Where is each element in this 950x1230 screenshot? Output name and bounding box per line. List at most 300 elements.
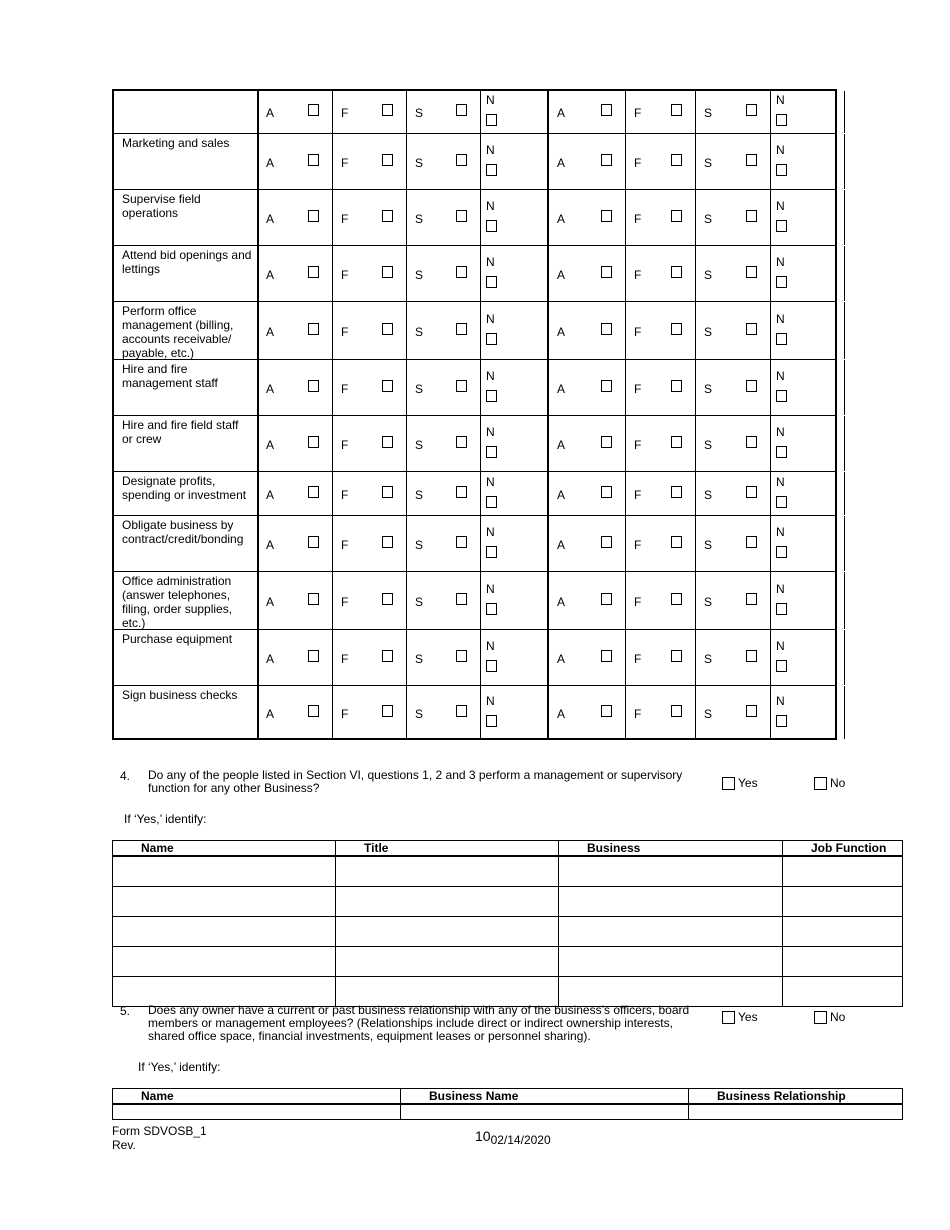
option-n-right-checkbox[interactable] — [776, 276, 787, 288]
option-s-label: S — [704, 268, 713, 282]
matrix-row — [114, 471, 835, 515]
column-divider — [406, 516, 407, 571]
option-f-label: F — [634, 652, 642, 666]
column-divider — [480, 134, 481, 189]
q4-cell[interactable] — [783, 917, 903, 947]
option-n-label: N — [486, 143, 495, 157]
task-label: Perform office management (billing, accounts receivable/ payable, etc.) — [122, 304, 234, 360]
option-a-left-checkbox[interactable] — [308, 486, 319, 498]
option-n-label: N — [776, 582, 785, 596]
option-f-left-checkbox[interactable] — [382, 536, 393, 548]
question-4-yes-checkbox[interactable] — [722, 777, 735, 790]
option-s-left-checkbox[interactable] — [456, 486, 467, 498]
question-4-no-checkbox[interactable] — [814, 777, 827, 790]
option-n-label: N — [486, 255, 495, 269]
option-n-left-checkbox[interactable] — [486, 390, 497, 402]
matrix-row — [114, 515, 835, 571]
column-divider — [695, 246, 696, 301]
column-divider — [257, 416, 259, 471]
q4-cell[interactable] — [559, 856, 783, 887]
column-divider — [844, 302, 845, 359]
column-divider — [770, 134, 771, 189]
option-a-label: A — [266, 382, 275, 396]
question-5-if-yes: If ‘Yes,’ identify: — [138, 1060, 221, 1074]
option-n-left-checkbox[interactable] — [486, 164, 497, 176]
option-s-right-checkbox[interactable] — [746, 593, 757, 605]
option-n-label: N — [486, 694, 495, 708]
column-divider — [844, 190, 845, 245]
option-a-left-checkbox[interactable] — [308, 436, 319, 448]
option-s-label: S — [415, 438, 424, 452]
column-divider — [257, 572, 259, 629]
option-f-left-checkbox[interactable] — [382, 486, 393, 498]
option-a-right-checkbox[interactable] — [601, 380, 612, 392]
option-s-label: S — [415, 538, 424, 552]
option-a-right-checkbox[interactable] — [601, 266, 612, 278]
q4-cell[interactable] — [113, 856, 336, 887]
option-f-left-checkbox[interactable] — [382, 593, 393, 605]
option-s-left-checkbox[interactable] — [456, 210, 467, 222]
option-f-right-checkbox[interactable] — [671, 323, 682, 335]
column-divider — [406, 190, 407, 245]
column-divider — [695, 416, 696, 471]
option-f-label: F — [634, 212, 642, 226]
column-divider — [480, 516, 481, 571]
question-5-no-option[interactable] — [814, 1010, 845, 1024]
q5-header-business-name: Business Name — [401, 1089, 689, 1105]
task-label: Hire and fire management staff — [122, 362, 218, 390]
q4-cell[interactable] — [113, 977, 336, 1007]
column-divider — [406, 91, 407, 133]
column-divider — [695, 190, 696, 245]
option-n-left-checkbox[interactable] — [486, 546, 497, 558]
form-id: Form SDVOSB_1 — [112, 1124, 207, 1138]
column-divider — [844, 416, 845, 471]
q4-cell[interactable] — [113, 947, 336, 977]
q4-cell[interactable] — [559, 977, 783, 1007]
option-s-left-checkbox[interactable] — [456, 380, 467, 392]
q4-cell[interactable] — [113, 917, 336, 947]
option-a-label: A — [266, 325, 275, 339]
option-a-left-checkbox[interactable] — [308, 104, 319, 116]
option-a-right-checkbox[interactable] — [601, 154, 612, 166]
q4-header-name: Name — [113, 841, 336, 857]
column-divider — [332, 190, 333, 245]
option-n-left-checkbox[interactable] — [486, 603, 497, 615]
option-s-label: S — [415, 707, 424, 721]
option-s-left-checkbox[interactable] — [456, 104, 467, 116]
option-s-right-checkbox[interactable] — [746, 154, 757, 166]
option-n-label: N — [486, 525, 495, 539]
column-divider — [695, 630, 696, 685]
option-s-right-checkbox[interactable] — [746, 536, 757, 548]
column-divider — [547, 416, 549, 471]
option-a-right-checkbox[interactable] — [601, 436, 612, 448]
option-a-label: A — [557, 382, 566, 396]
column-divider — [332, 686, 333, 739]
column-divider — [480, 302, 481, 359]
option-n-label: N — [776, 425, 785, 439]
page-number: 10 — [475, 1128, 491, 1144]
option-n-left-checkbox[interactable] — [486, 114, 497, 126]
option-n-label: N — [486, 312, 495, 326]
question-5-yes-option[interactable] — [722, 1010, 758, 1024]
matrix-row — [114, 629, 835, 685]
option-n-right-checkbox[interactable] — [776, 390, 787, 402]
column-divider — [844, 91, 845, 133]
option-f-right-checkbox[interactable] — [671, 210, 682, 222]
column-divider — [257, 472, 259, 515]
option-s-left-checkbox[interactable] — [456, 154, 467, 166]
column-divider — [770, 572, 771, 629]
column-divider — [844, 630, 845, 685]
option-a-left-checkbox[interactable] — [308, 323, 319, 335]
option-f-right-checkbox[interactable] — [671, 380, 682, 392]
column-divider — [332, 572, 333, 629]
q5-header-name: Name — [113, 1089, 401, 1105]
option-s-right-checkbox[interactable] — [746, 266, 757, 278]
q4-cell[interactable] — [336, 947, 559, 977]
option-a-left-checkbox[interactable] — [308, 705, 319, 717]
option-n-label: N — [776, 143, 785, 157]
option-n-right-checkbox[interactable] — [776, 446, 787, 458]
option-n-label: N — [776, 525, 785, 539]
column-divider — [625, 302, 626, 359]
option-n-left-checkbox[interactable] — [486, 715, 497, 727]
option-n-left-checkbox[interactable] — [486, 446, 497, 458]
form-footer — [112, 1124, 207, 1152]
option-n-right-checkbox[interactable] — [776, 333, 787, 345]
column-divider — [695, 302, 696, 359]
option-a-left-checkbox[interactable] — [308, 266, 319, 278]
option-n-label: N — [776, 694, 785, 708]
option-f-label: F — [341, 156, 349, 170]
option-s-label: S — [415, 382, 424, 396]
q4-cell[interactable] — [783, 887, 903, 917]
option-n-right-checkbox[interactable] — [776, 220, 787, 232]
option-a-left-checkbox[interactable] — [308, 210, 319, 222]
option-s-label: S — [704, 156, 713, 170]
option-f-label: F — [634, 595, 642, 609]
option-a-right-checkbox[interactable] — [601, 486, 612, 498]
option-f-right-checkbox[interactable] — [671, 593, 682, 605]
option-a-right-checkbox[interactable] — [601, 210, 612, 222]
option-a-left-checkbox[interactable] — [308, 650, 319, 662]
option-s-right-checkbox[interactable] — [746, 323, 757, 335]
column-divider — [625, 572, 626, 629]
option-f-label: F — [341, 538, 349, 552]
q4-header-job-function: Job Function — [783, 841, 903, 857]
column-divider — [547, 572, 549, 629]
column-divider — [332, 91, 333, 133]
option-a-label: A — [266, 106, 275, 120]
option-a-right-checkbox[interactable] — [601, 650, 612, 662]
option-f-label: F — [341, 268, 349, 282]
column-divider — [480, 360, 481, 415]
column-divider — [547, 246, 549, 301]
option-n-label: N — [486, 199, 495, 213]
option-s-right-checkbox[interactable] — [746, 104, 757, 116]
option-s-right-checkbox[interactable] — [746, 486, 757, 498]
column-divider — [547, 190, 549, 245]
question-4-yes-label: Yes — [738, 776, 758, 790]
option-a-right-checkbox[interactable] — [601, 104, 612, 116]
column-divider — [547, 686, 549, 739]
form-rev: Rev. — [112, 1138, 136, 1152]
option-s-label: S — [704, 382, 713, 396]
option-f-left-checkbox[interactable] — [382, 705, 393, 717]
option-f-label: F — [341, 382, 349, 396]
column-divider — [257, 360, 259, 415]
column-divider — [844, 360, 845, 415]
column-divider — [695, 472, 696, 515]
column-divider — [625, 416, 626, 471]
option-f-label: F — [634, 106, 642, 120]
q5-cell[interactable] — [689, 1104, 903, 1120]
matrix-row — [114, 91, 835, 133]
option-s-right-checkbox[interactable] — [746, 705, 757, 717]
question-4-text: Do any of the people listed in Section VI, questions 1, 2 and 3 perform a management or supervisory function for any other Business? — [148, 768, 683, 795]
option-f-left-checkbox[interactable] — [382, 266, 393, 278]
task-label: Purchase equipment — [122, 632, 233, 646]
task-label: Office administration (answer telephones, filing, order supplies, etc.) — [122, 574, 233, 630]
option-n-left-checkbox[interactable] — [486, 276, 497, 288]
q4-cell[interactable] — [783, 856, 903, 887]
option-s-label: S — [704, 595, 713, 609]
option-s-label: S — [704, 538, 713, 552]
question-4-no-option[interactable] — [814, 776, 845, 790]
option-s-label: S — [415, 488, 424, 502]
matrix-row — [114, 359, 835, 415]
q4-cell[interactable] — [559, 917, 783, 947]
column-divider — [547, 516, 549, 571]
option-a-label: A — [557, 325, 566, 339]
revision-date: 02/14/2020 — [490, 1133, 551, 1147]
column-divider — [332, 360, 333, 415]
option-f-left-checkbox[interactable] — [382, 104, 393, 116]
option-f-left-checkbox[interactable] — [382, 323, 393, 335]
option-f-right-checkbox[interactable] — [671, 104, 682, 116]
option-a-label: A — [557, 438, 566, 452]
option-n-right-checkbox[interactable] — [776, 114, 787, 126]
q4-row — [113, 856, 903, 887]
option-n-label: N — [776, 475, 785, 489]
column-divider — [770, 302, 771, 359]
option-s-label: S — [415, 325, 424, 339]
option-a-label: A — [266, 707, 275, 721]
option-n-label: N — [486, 475, 495, 489]
option-n-left-checkbox[interactable] — [486, 496, 497, 508]
column-divider — [625, 630, 626, 685]
q4-cell[interactable] — [336, 856, 559, 887]
q4-cell[interactable] — [783, 977, 903, 1007]
column-divider — [406, 630, 407, 685]
option-s-left-checkbox[interactable] — [456, 650, 467, 662]
column-divider — [332, 516, 333, 571]
option-s-left-checkbox[interactable] — [456, 536, 467, 548]
responsibility-matrix — [112, 89, 837, 740]
column-divider — [770, 416, 771, 471]
option-a-left-checkbox[interactable] — [308, 154, 319, 166]
option-n-label: N — [486, 425, 495, 439]
option-s-left-checkbox[interactable] — [456, 436, 467, 448]
option-a-right-checkbox[interactable] — [601, 536, 612, 548]
q5-cell[interactable] — [401, 1104, 689, 1120]
q4-cell[interactable] — [336, 917, 559, 947]
option-s-left-checkbox[interactable] — [456, 705, 467, 717]
q5-row — [113, 1104, 903, 1120]
column-divider — [547, 302, 549, 359]
option-a-right-checkbox[interactable] — [601, 705, 612, 717]
option-n-label: N — [486, 639, 495, 653]
option-f-label: F — [341, 595, 349, 609]
question-5-text: Does any owner have a current or past business relationship with any of the business’s officers, board members or management employees? (Relationships include direct or indirect ownership interests, shared office space, financial investments, equipment leases or personnel sharing). — [148, 1003, 690, 1043]
q4-cell[interactable] — [559, 887, 783, 917]
option-f-label: F — [634, 488, 642, 502]
option-f-right-checkbox[interactable] — [671, 154, 682, 166]
option-f-label: F — [634, 268, 642, 282]
column-divider — [625, 134, 626, 189]
option-f-label: F — [341, 325, 349, 339]
option-f-label: F — [634, 156, 642, 170]
option-s-right-checkbox[interactable] — [746, 210, 757, 222]
option-f-left-checkbox[interactable] — [382, 650, 393, 662]
option-n-left-checkbox[interactable] — [486, 220, 497, 232]
option-s-label: S — [415, 212, 424, 226]
option-f-right-checkbox[interactable] — [671, 650, 682, 662]
column-divider — [625, 91, 626, 133]
option-n-right-checkbox[interactable] — [776, 715, 787, 727]
matrix-row — [114, 189, 835, 245]
column-divider — [480, 190, 481, 245]
option-n-right-checkbox[interactable] — [776, 660, 787, 672]
option-n-label: N — [776, 93, 785, 107]
option-a-right-checkbox[interactable] — [601, 593, 612, 605]
option-s-label: S — [704, 488, 713, 502]
column-divider — [547, 472, 549, 515]
task-label: Attend bid openings and lettings — [122, 248, 252, 276]
page-number-date — [475, 1128, 551, 1147]
column-divider — [332, 630, 333, 685]
option-n-left-checkbox[interactable] — [486, 333, 497, 345]
option-n-right-checkbox[interactable] — [776, 603, 787, 615]
option-f-label: F — [634, 382, 642, 396]
column-divider — [844, 246, 845, 301]
option-s-left-checkbox[interactable] — [456, 323, 467, 335]
option-a-label: A — [557, 595, 566, 609]
q4-cell[interactable] — [783, 947, 903, 977]
option-a-label: A — [266, 268, 275, 282]
option-f-right-checkbox[interactable] — [671, 436, 682, 448]
option-a-left-checkbox[interactable] — [308, 536, 319, 548]
option-s-label: S — [415, 156, 424, 170]
option-f-right-checkbox[interactable] — [671, 536, 682, 548]
option-f-right-checkbox[interactable] — [671, 705, 682, 717]
column-divider — [257, 630, 259, 685]
column-divider — [257, 190, 259, 245]
column-divider — [844, 686, 845, 739]
question-5-number: 5. — [120, 1004, 131, 1018]
column-divider — [406, 134, 407, 189]
option-s-left-checkbox[interactable] — [456, 593, 467, 605]
column-divider — [257, 246, 259, 301]
option-n-label: N — [486, 93, 495, 107]
option-s-label: S — [704, 212, 713, 226]
column-divider — [332, 416, 333, 471]
option-n-left-checkbox[interactable] — [486, 660, 497, 672]
option-f-right-checkbox[interactable] — [671, 266, 682, 278]
option-s-label: S — [704, 707, 713, 721]
option-n-right-checkbox[interactable] — [776, 546, 787, 558]
column-divider — [406, 572, 407, 629]
column-divider — [695, 572, 696, 629]
option-n-right-checkbox[interactable] — [776, 496, 787, 508]
option-s-left-checkbox[interactable] — [456, 266, 467, 278]
column-divider — [770, 472, 771, 515]
column-divider — [547, 630, 549, 685]
column-divider — [625, 686, 626, 739]
option-a-right-checkbox[interactable] — [601, 323, 612, 335]
option-a-left-checkbox[interactable] — [308, 593, 319, 605]
column-divider — [406, 302, 407, 359]
question-5-yes-checkbox[interactable] — [722, 1011, 735, 1024]
q4-cell[interactable] — [336, 977, 559, 1007]
option-f-left-checkbox[interactable] — [382, 154, 393, 166]
option-a-label: A — [266, 652, 275, 666]
q4-cell[interactable] — [113, 887, 336, 917]
column-divider — [257, 134, 259, 189]
option-f-right-checkbox[interactable] — [671, 486, 682, 498]
q5-cell[interactable] — [113, 1104, 401, 1120]
question-5-no-checkbox[interactable] — [814, 1011, 827, 1024]
column-divider — [695, 134, 696, 189]
column-divider — [547, 91, 549, 133]
option-s-label: S — [704, 652, 713, 666]
q4-cell[interactable] — [559, 947, 783, 977]
matrix-row — [114, 415, 835, 471]
option-n-label: N — [776, 255, 785, 269]
column-divider — [332, 472, 333, 515]
option-f-label: F — [341, 488, 349, 502]
column-divider — [770, 516, 771, 571]
option-a-left-checkbox[interactable] — [308, 380, 319, 392]
option-s-label: S — [704, 325, 713, 339]
option-f-label: F — [341, 707, 349, 721]
column-divider — [332, 134, 333, 189]
option-s-label: S — [415, 595, 424, 609]
option-s-label: S — [415, 652, 424, 666]
option-f-label: F — [341, 438, 349, 452]
task-label: Designate profits, spending or investment — [122, 474, 247, 502]
column-divider — [625, 472, 626, 515]
option-n-right-checkbox[interactable] — [776, 164, 787, 176]
option-s-right-checkbox[interactable] — [746, 380, 757, 392]
option-f-label: F — [341, 652, 349, 666]
question-4-yes-option[interactable] — [722, 776, 758, 790]
option-f-left-checkbox[interactable] — [382, 436, 393, 448]
option-a-label: A — [266, 595, 275, 609]
option-a-label: A — [266, 538, 275, 552]
column-divider — [770, 190, 771, 245]
task-label: Marketing and sales — [122, 136, 230, 150]
option-s-right-checkbox[interactable] — [746, 436, 757, 448]
option-a-label: A — [557, 212, 566, 226]
option-f-left-checkbox[interactable] — [382, 380, 393, 392]
option-s-label: S — [704, 438, 713, 452]
option-s-right-checkbox[interactable] — [746, 650, 757, 662]
q4-cell[interactable] — [336, 887, 559, 917]
option-f-left-checkbox[interactable] — [382, 210, 393, 222]
